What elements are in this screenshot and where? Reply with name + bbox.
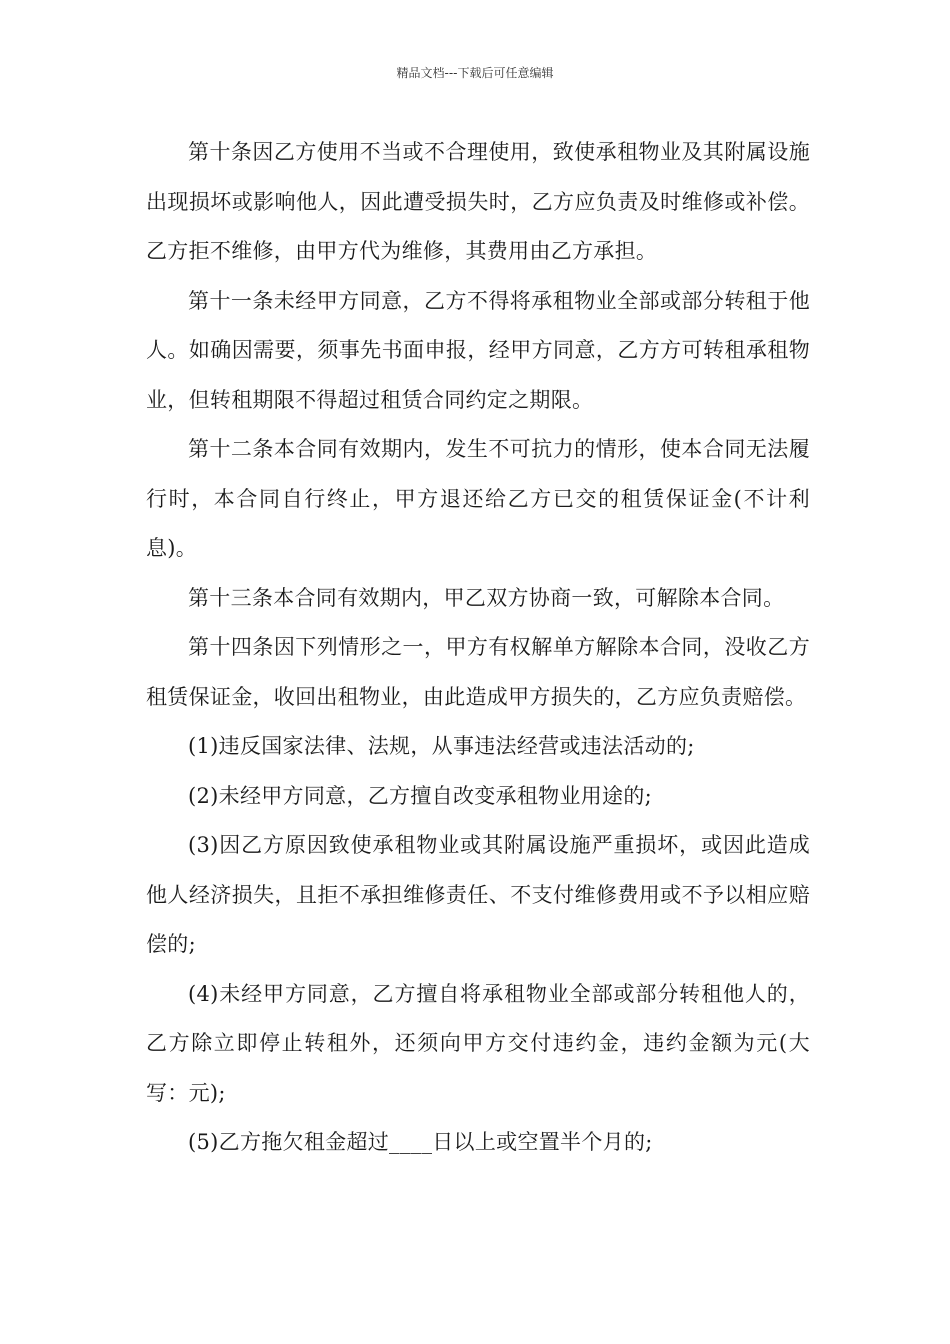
clause-14: 第十四条因下列情形之一，甲方有权解单方解除本合同，没收乙方租赁保证金，收回出租物业，由此造成甲方损失的，乙方应负责赔偿。 [146, 635, 810, 709]
clause-14-item-2: (2)未经甲方同意，乙方擅自改变承租物业用途的; [188, 783, 653, 808]
clause-12: 第十二条本合同有效期内，发生不可抗力的情形，使本合同无法履行时，本合同自行终止，甲方退还给乙方已交的租赁保证金(不计利息)。 [146, 437, 810, 560]
clause-14-item-1: (1)违反国家法律、法规，从事违法经营或违法活动的; [188, 734, 695, 758]
clause-14-item-3: (3)因乙方原因致使承租物业或其附属设施严重损坏，或因此造成他人经济损失，且拒不承担维修责任、不支付维修费用或不予以相应赔偿的; [146, 833, 810, 956]
page-header: 精品文档---下载后可任意编辑 [396, 66, 554, 80]
document-body [146, 128, 810, 1168]
clause-14-item-4: (4)未经甲方同意，乙方擅自将承租物业全部或部分转租他人的，乙方除立即停止转租外，还须向甲方交付违约金，违约金额为元(大写：元); [146, 981, 810, 1105]
clause-10: 第十条因乙方使用不当或不合理使用，致使承租物业及其附属设施出现损坏或影响他人，因此遭受损失时，乙方应负责及时维修或补偿。乙方拒不维修，由甲方代为维修，其费用由乙方承担。 [146, 140, 810, 263]
clause-13: 第十三条本合同有效期内，甲乙双方协商一致，可解除本合同。 [188, 585, 785, 610]
clause-14-item-5: (5)乙方拖欠租金超过____日以上或空置半个月的; [188, 1130, 653, 1154]
clause-11: 第十一条未经甲方同意，乙方不得将承租物业全部或部分转租于他人。如确因需要，须事先书面申报，经甲方同意，乙方方可转租承租物业，但转租期限不得超过租赁合同约定之期限。 [146, 288, 810, 412]
